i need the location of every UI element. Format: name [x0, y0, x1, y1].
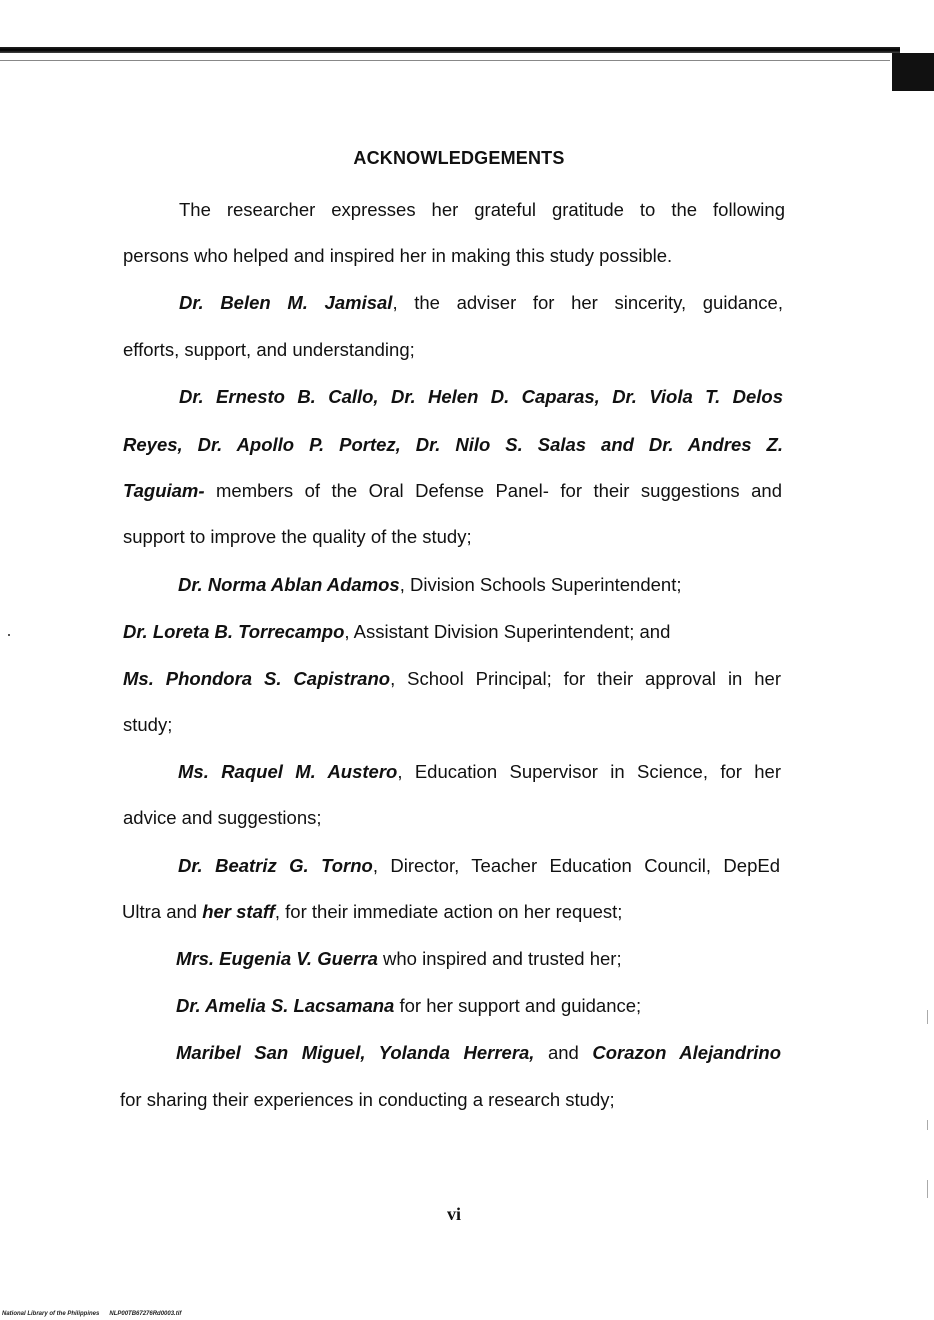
scan-edge-speck	[927, 1180, 928, 1198]
principal-line	[123, 667, 781, 691]
guerra-line	[176, 947, 622, 971]
text: , for their immediate action on her request;	[274, 901, 623, 922]
text: support to improve the quality of the study;	[123, 526, 472, 547]
text: , Division Schools Superintendent;	[399, 574, 682, 595]
lacsamana-line	[176, 994, 641, 1018]
person-name: Dr. Belen M. Jamisal	[179, 292, 393, 313]
text: , Director, Teacher Education Council, DepEd	[372, 855, 780, 876]
person-names: Dr. Ernesto B. Callo, Dr. Helen D. Caparas, Dr. Viola T. Delos	[179, 386, 783, 407]
text: advice and suggestions;	[123, 807, 322, 828]
adviser-line-1	[179, 291, 783, 315]
file-name: NLP00TB67276Rd0003.tif	[109, 1311, 182, 1317]
staff-name: her staff	[202, 901, 275, 922]
page-title: ACKNOWLEDGEMENTS	[353, 148, 565, 168]
person-name: Dr. Loreta B. Torrecampo	[123, 621, 345, 642]
text: study;	[123, 714, 173, 735]
top-scan-rule-thin	[0, 60, 890, 61]
person-name: Dr. Beatriz G. Torno	[178, 855, 373, 876]
text: , Assistant Division Superintendent; and	[344, 621, 671, 642]
text: , the adviser for her sincerity, guidance,	[392, 292, 783, 313]
superintendent-line	[178, 573, 681, 597]
text: Ultra and	[122, 901, 203, 922]
text: members of the Oral Defense Panel- for their suggestions and	[204, 480, 782, 501]
text: The researcher expresses her grateful gratitude to the following	[179, 199, 785, 220]
person-name: Dr. Amelia S. Lacsamana	[176, 995, 395, 1016]
scan-corner-mark	[892, 53, 934, 91]
person-name: Ms. Raquel M. Austero	[178, 761, 398, 782]
sharing-line-1	[176, 1041, 781, 1065]
scan-footer	[2, 1311, 181, 1317]
page-number: vi	[446, 1204, 461, 1224]
text: and	[534, 1042, 593, 1063]
panel-line-1	[179, 385, 783, 409]
person-name: Mrs. Eugenia V. Guerra	[176, 948, 378, 969]
top-scan-rule	[0, 47, 900, 53]
supervisor-line-2	[123, 806, 322, 830]
text: for her support and guidance;	[394, 995, 642, 1016]
supervisor-line-1	[178, 760, 781, 784]
text: , Education Supervisor in Science, for her	[397, 761, 781, 782]
scan-edge-speck	[927, 1120, 928, 1130]
director-line-1	[178, 854, 780, 878]
panel-line-3	[123, 479, 782, 503]
principal-line-2	[123, 713, 172, 737]
scan-speck	[8, 634, 10, 636]
person-names: Maribel San Miguel, Yolanda Herrera,	[176, 1042, 535, 1063]
library-credit: National Library of the Philippines	[2, 1311, 100, 1317]
intro-line-2	[123, 244, 672, 268]
person-name: Taguiam-	[123, 480, 205, 501]
person-name: Dr. Norma Ablan Adamos	[178, 574, 400, 595]
panel-line-2	[123, 433, 783, 457]
assistant-superintendent-line	[123, 620, 670, 644]
person-name: Ms. Phondora S. Capistrano	[123, 668, 391, 689]
person-names: Reyes, Dr. Apollo P. Portez, Dr. Nilo S. Salas and Dr. Andres Z.	[123, 434, 783, 455]
scan-edge-speck	[927, 1010, 928, 1024]
adviser-line-2	[123, 338, 415, 362]
sharing-line-2	[120, 1088, 615, 1112]
text: persons who helped and inspired her in making this study possible.	[123, 245, 673, 266]
director-line-2	[122, 900, 622, 924]
text: efforts, support, and understanding;	[123, 339, 415, 360]
person-name: Corazon Alejandrino	[592, 1042, 781, 1063]
text: , School Principal; for their approval in her	[390, 668, 782, 689]
text: who inspired and trusted her;	[377, 948, 622, 969]
text: for sharing their experiences in conducting a research study;	[120, 1089, 615, 1110]
intro-line-1	[179, 198, 785, 222]
panel-line-4	[123, 525, 472, 549]
